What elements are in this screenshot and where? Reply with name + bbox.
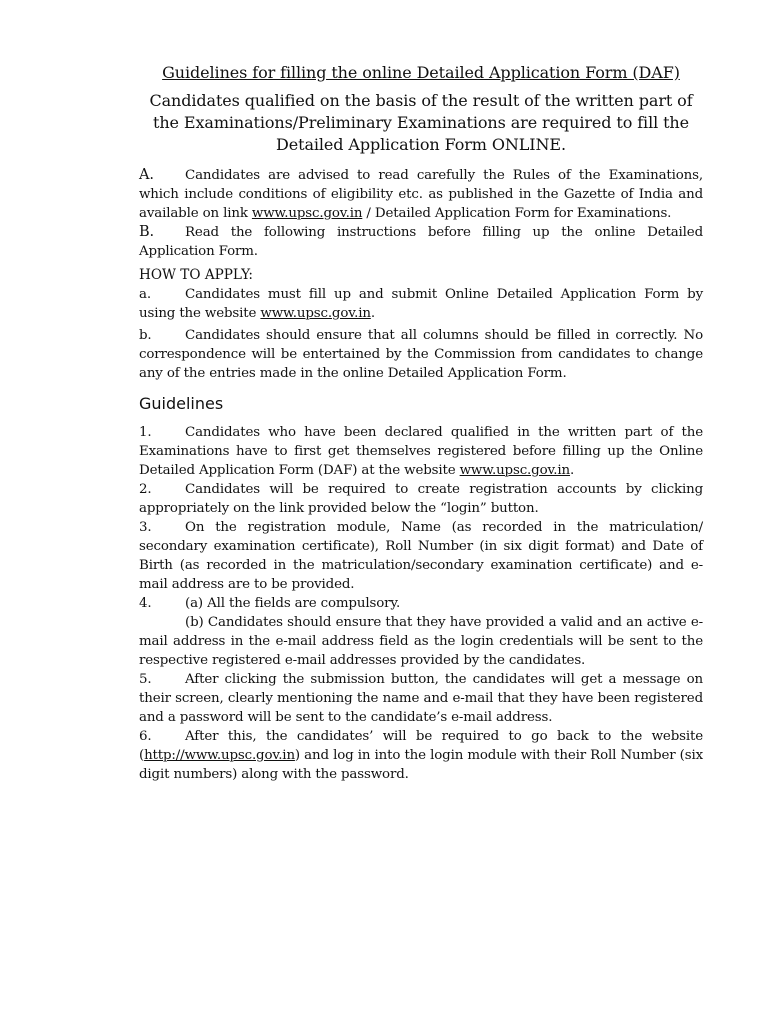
paragraph-marker: 5. bbox=[139, 672, 152, 687]
paragraph-marker: a. bbox=[139, 287, 151, 302]
guideline-item-6: 6. After this, the candidates’ will be required to go back to the website (http://www.upsc.gov.in) and log in into the login module with their Roll Number (six digit numbers) along with the password. bbox=[139, 729, 703, 782]
guideline-item-3: 3. On the registration module, Name (as recorded in the matriculation/ secondary examination certificate), Roll Number (in six digit format) and Date of Birth (as recorded in the matriculation/secondary examination certificate) and e-mail address are to be provided. bbox=[139, 520, 703, 592]
document-body bbox=[139, 62, 703, 784]
document-subtitle: Candidates qualified on the basis of the result of the written part of the Examinations/Preliminary Examinations are required to fill the Detailed Application Form ONLINE. bbox=[149, 91, 693, 154]
paragraph-marker: B. bbox=[139, 224, 154, 240]
upsc-link[interactable]: http://www.upsc.gov.in bbox=[144, 748, 295, 763]
paragraph-marker: 2. bbox=[139, 482, 152, 497]
intro-paragraph-a: A. Candidates are advised to read carefully the Rules of the Examinations, which include conditions of eligibility etc. as published in the Gazette of India and available on link www.upsc.gov.in / Detailed Application Form for Examinations. bbox=[139, 167, 703, 221]
guideline-item-4b: (b) Candidates should ensure that they have provided a valid and an active e-mail address in the e-mail address field as the login credentials will be sent to the respective registered e-mail addresses provided by the candidates. bbox=[139, 615, 703, 668]
guideline-item-5: 5. After clicking the submission button, the candidates will get a message on their screen, clearly mentioning the name and e-mail that they have been registered and a password will be sent to the candidate’s e-mail address. bbox=[139, 672, 703, 725]
document-title: Guidelines for filling the online Detailed Application Form (DAF) bbox=[162, 63, 680, 82]
paragraph-marker: 3. bbox=[139, 520, 152, 535]
upsc-link[interactable]: www.upsc.gov.in bbox=[260, 306, 371, 321]
intro-paragraph-b: B. Read the following instructions before filling up the online Detailed Application Form. bbox=[139, 224, 703, 259]
how-to-apply-item-a: a. Candidates must fill up and submit Online Detailed Application Form by using the website www.upsc.gov.in. bbox=[139, 287, 703, 321]
how-to-apply-item-b: b. Candidates should ensure that all columns should be filled in correctly. No correspondence will be entertained by the Commission from candidates to change any of the entries made in the online Detailed Application Form. bbox=[139, 328, 703, 381]
paragraph-marker: 4. bbox=[139, 596, 152, 611]
paragraph-marker: 1. bbox=[139, 425, 152, 440]
guideline-item-1: 1. Candidates who have been declared qualified in the written part of the Examinations have to first get themselves registered before filling up the Online Detailed Application Form (DAF) at the website www.upsc.gov.in. bbox=[139, 425, 703, 478]
upsc-link[interactable]: www.upsc.gov.in bbox=[459, 463, 571, 478]
paragraph-marker: b. bbox=[139, 328, 152, 343]
paragraph-marker: A. bbox=[139, 167, 154, 183]
guideline-item-4a: 4. (a) All the fields are compulsory. bbox=[139, 596, 401, 611]
upsc-link[interactable]: www.upsc.gov.in bbox=[251, 206, 363, 221]
guideline-item-2: 2. Candidates will be required to create registration accounts by clicking appropriately on the link provided below the “login” button. bbox=[139, 482, 703, 516]
how-to-apply-heading: HOW TO APPLY: bbox=[139, 267, 253, 283]
paragraph-marker: 6. bbox=[139, 729, 152, 744]
guidelines-heading: Guidelines bbox=[139, 394, 224, 413]
